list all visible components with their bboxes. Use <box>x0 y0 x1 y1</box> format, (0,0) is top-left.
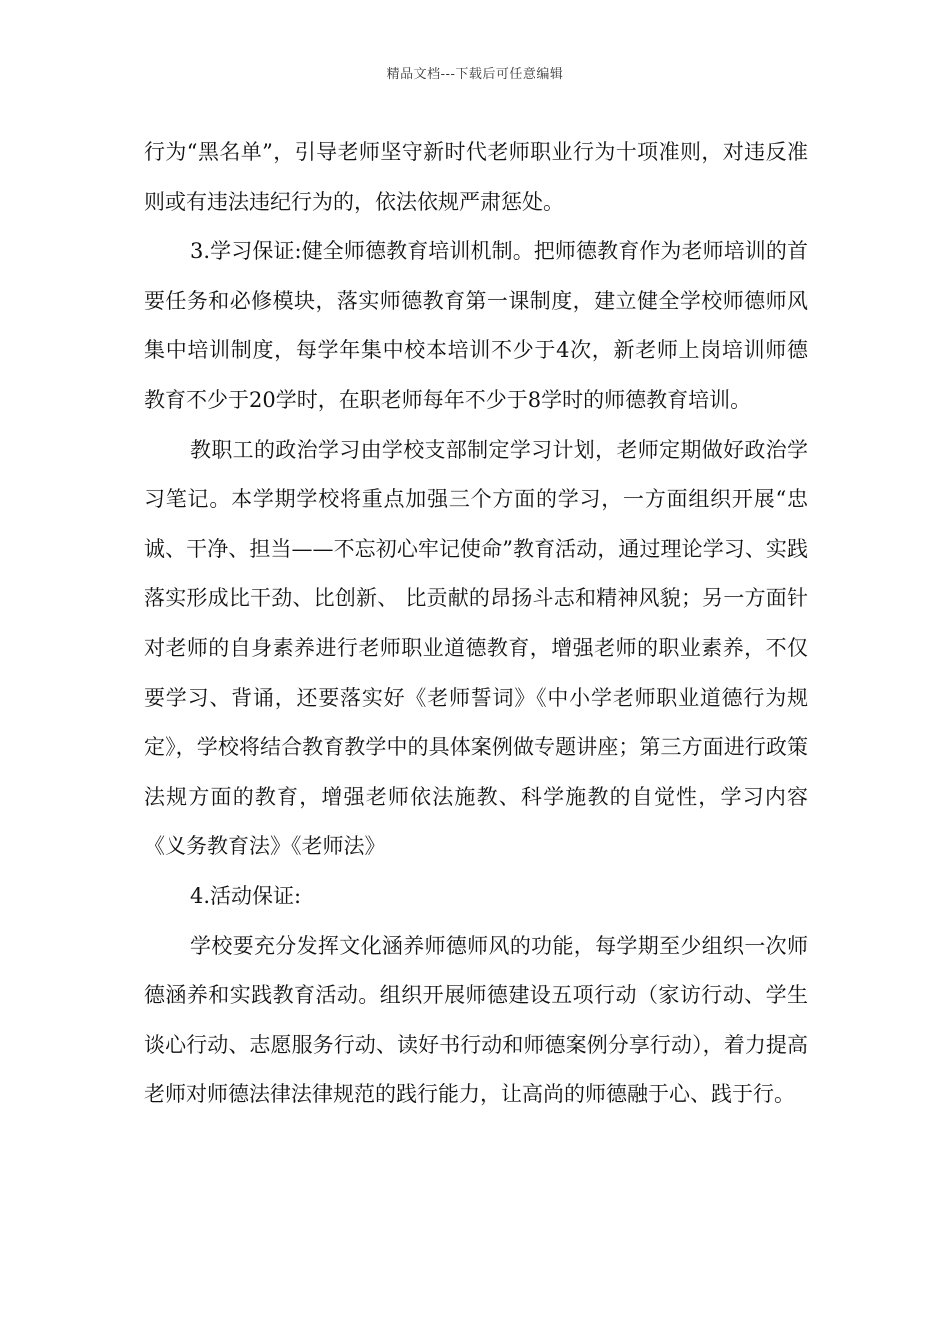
page-header: 精品文档---下载后可任意编辑 <box>386 67 564 82</box>
paragraph-3: 教职工的政治学习由学校支部制定学习计划，老师定期做好政治学习笔记。本学期学校将重点加强三个方面的学习，一方面组织开展“忠诚、干净、担当——不忘初心牢记使命”教育活动，通过理论学习、实践落实形成比干劲、比创新、 比贡献的昂扬斗志和精神风貌；另一方面针对老师的自身素养进行老师职业道德教育，增强老师的职业素养，不仅要学习、背诵，还要落实好《老师誓词》《中小学老师职业道德行为规定》，学校将结合教育教学中的具体案例做专题讲座；第三方面进行政策法规方面的教育，增强老师依法施教、科学施教的自觉性，学习内容《义务教育法》《老师法》 <box>144 437 808 859</box>
document-body <box>144 128 808 1120</box>
paragraph-4: 4.活动保证: <box>190 883 302 908</box>
paragraph-5: 学校要充分发挥文化涵养师德师风的功能，每学期至少组织一次师德涵养和实践教育活动。组织开展师德建设五项行动（家访行动、学生谈心行动、志愿服务行动、读好书行动和师德案例分享行动），着力提高老师对师德法律法律规范的践行能力，让高尚的师德融于心、践于行。 <box>144 933 808 1107</box>
paragraph-2: 3.学习保证:健全师德教育培训机制。把师德教育作为老师培训的首要任务和必修模块，落实师德教育第一课制度，建立健全学校师德师风集中培训制度，每学年集中校本培训不少于4次，新老师上岗培训师德教育不少于20学时，在职老师每年不少于8学时的师德教育培训。 <box>144 239 808 412</box>
paragraph-1: 行为“黑名单”，引导老师坚守新时代老师职业行为十项准则，对违反准则或有违法违纪行为的，依法依规严肃惩处。 <box>144 140 808 214</box>
